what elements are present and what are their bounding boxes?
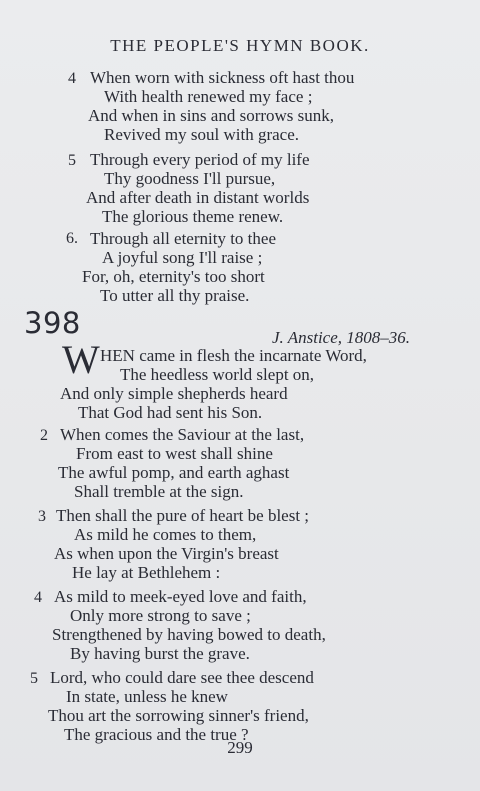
verse-line: And only simple shepherds heard <box>60 384 288 403</box>
verse-line: Thou art the sorrowing sinner's friend, <box>48 706 309 725</box>
hymn-number: 398 <box>24 306 81 340</box>
verse-line: And after death in distant worlds <box>86 188 310 207</box>
verse-line: Strengthened by having bowed to death, <box>52 625 326 644</box>
verse-line: A joyful song I'll raise ; <box>102 248 263 267</box>
drop-cap: W <box>62 337 100 382</box>
verse-line: From east to west shall shine <box>76 444 273 463</box>
verse-line: Through all eternity to thee <box>90 229 276 248</box>
verse-number: 2 <box>40 427 48 444</box>
verse-line: Revived my soul with grace. <box>104 125 299 144</box>
verse-line: As mild to meek-eyed love and faith, <box>54 587 307 606</box>
verse-line: As mild he comes to them, <box>74 525 257 544</box>
verse-line: In state, unless he knew <box>66 687 228 706</box>
verse-line: The heedless world slept on, <box>120 365 315 384</box>
verse-number: 4 <box>68 70 76 87</box>
verse-line: Lord, who could dare see thee descend <box>50 668 314 687</box>
verse-line: And when in sins and sorrows sunk, <box>88 106 335 125</box>
verse-line: As when upon the Virgin's breast <box>54 544 279 563</box>
verse-line: To utter all thy praise. <box>100 286 250 305</box>
running-header: THE PEOPLE'S HYMN BOOK. <box>110 36 370 55</box>
verse-line: When comes the Saviour at the last, <box>60 425 305 444</box>
verse-line: The gracious and the true ? <box>64 725 249 744</box>
verse-line: For, oh, eternity's too short <box>82 267 265 286</box>
hymn-author: J. Anstice, 1808–36. <box>272 328 411 347</box>
verse-number: 5 <box>68 152 76 169</box>
verse-number: 3 <box>38 508 46 525</box>
verse-number: 5 <box>30 670 38 687</box>
verse-line: HEN came in flesh the incarnate Word, <box>100 346 367 365</box>
verse-line: Thy goodness I'll pursue, <box>104 169 276 188</box>
page-number: 299 <box>227 738 253 757</box>
verse-line: Then shall the pure of heart be blest ; <box>56 506 310 525</box>
verse-line: That God had sent his Son. <box>78 403 263 422</box>
verse-number: 4 <box>34 589 42 606</box>
verse-line: Shall tremble at the sign. <box>74 482 244 501</box>
verse-line: Only more strong to save ; <box>70 606 251 625</box>
verse-line: The glorious theme renew. <box>102 207 284 226</box>
verse-line: The awful pomp, and earth aghast <box>58 463 290 482</box>
verse-line: Through every period of my life <box>90 150 310 169</box>
verse-line: With health renewed my face ; <box>104 87 313 106</box>
verse-line: He lay at Bethlehem : <box>72 563 221 582</box>
verse-number: 6. <box>66 230 78 247</box>
verse-line: By having burst the grave. <box>70 644 250 663</box>
verse-line: When worn with sickness oft hast thou <box>90 68 355 87</box>
